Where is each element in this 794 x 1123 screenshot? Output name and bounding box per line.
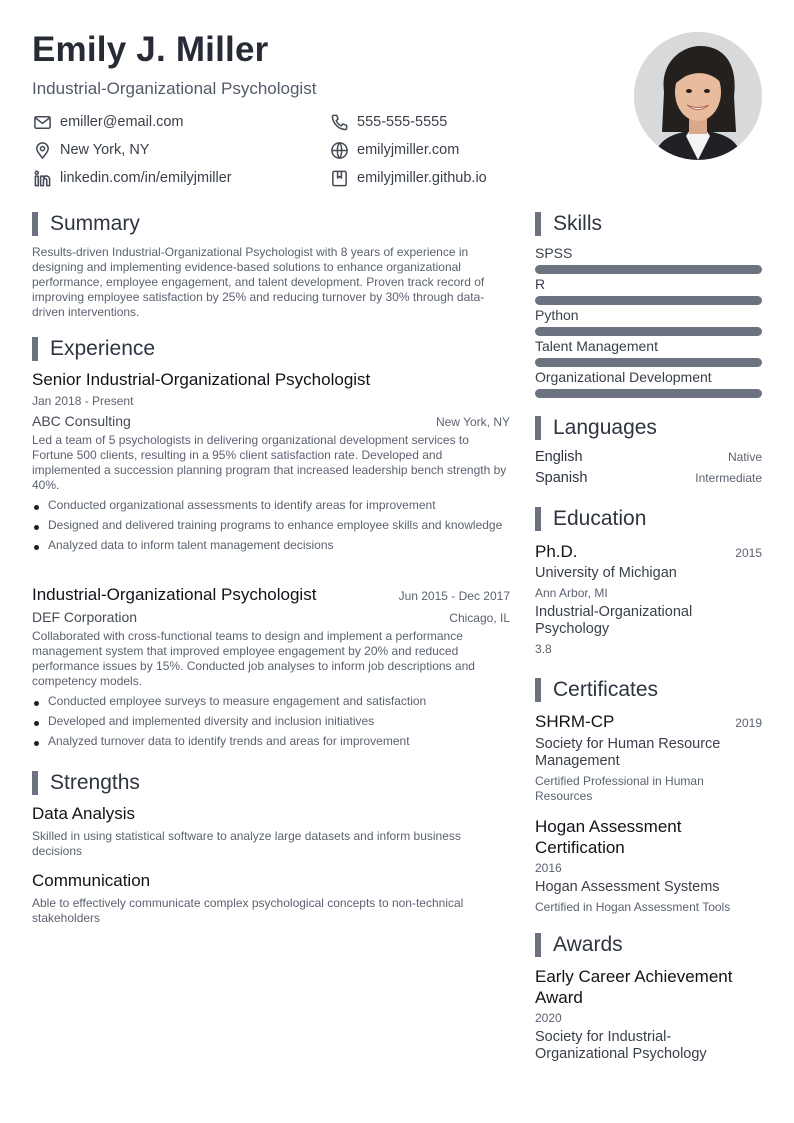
phone-text: 555-555-5555 [357,114,448,130]
strength-item-2 [32,871,510,926]
certificates-heading [535,678,658,702]
contact-location [32,140,149,160]
job-dates: Jan 2018 - Present [32,394,134,408]
job-company-row [32,609,510,625]
candidate-name: Emily J. Miller [32,30,269,69]
contact-website[interactable] [329,140,459,160]
skill-name: Organizational Development [535,369,712,385]
certificate-year: 2019 [735,716,762,730]
certificate-issuer: Society for Human Resource Management [535,736,721,769]
contact-github[interactable] [329,168,487,188]
location-text: New York, NY [60,142,150,158]
mail-icon [32,112,52,132]
job-dates: Jun 2015 - Dec 2017 [398,589,510,603]
language-item [535,449,762,470]
awards-heading [535,933,623,957]
skill-level-bar [535,296,762,305]
list-item: Conducted employee surveys to measure engagement and satisfaction [32,694,510,709]
education-title-row [535,541,762,562]
certificate-item-2 [535,816,762,915]
heading-accent-bar [32,212,38,236]
heading-accent-bar [535,507,541,531]
bookmark-icon [329,168,349,188]
skill-level-bar [535,389,762,398]
skill-item [535,245,762,276]
awards-heading-text: Awards [553,933,623,956]
languages-list [535,449,762,491]
certificate-item-1 [535,711,762,804]
job-company: DEF Corporation [32,609,138,625]
summary-heading-text: Summary [50,212,140,235]
list-item: Designed and delivered training programs to enhance employee skills and knowledge [32,518,510,533]
school-name: University of Michigan [535,565,677,581]
job-company-row [32,413,510,429]
skill-name: Talent Management [535,338,658,354]
job-description: Led a team of 5 psychologists in delivering organizational development services to Fortune 500 clients, resulting in a 95% client satisfaction rate. Developed and implemented a succession planning program that increased leadership bench strength by 40%. [32,433,507,492]
skill-level-bar [535,327,762,336]
job-title: Industrial-Organizational Psychologist [32,585,317,604]
education-entry [535,541,762,656]
skill-name: SPSS [535,245,573,261]
job-title: Senior Industrial-Organizational Psychologist [32,370,371,389]
award-title: Early Career Achievement Award [535,967,733,1007]
linkedin-icon [32,168,52,188]
contact-email[interactable] [32,112,184,132]
languages-heading [535,416,657,440]
strength-text: Able to effectively communicate complex psychological concepts to non-technical stakeholders [32,896,464,925]
job-location: Chicago, IL [449,611,510,625]
certificate-title: Hogan Assessment Certification [535,817,682,857]
skill-item [535,276,762,307]
skill-item [535,369,762,400]
languages-heading-text: Languages [553,416,657,439]
list-item: Analyzed turnover data to identify trends and areas for improvement [32,734,510,749]
certificate-desc: Certified in Hogan Assessment Tools [535,900,731,914]
summary-text: Results-driven Industrial-Organizational Psychologist with 8 years of experience in designing and implementing evidence-based solutions to enhance organizational performance, employee engagement, and talent development. Proven track record of improving employee satisfaction by 25% and reducing turnover by 30% through data-driven interventions. [32,245,485,319]
education-year: 2015 [735,546,762,560]
skill-item [535,307,762,338]
summary-heading [32,212,140,236]
job-company: ABC Consulting [32,413,131,429]
github-text: emilyjmiller.github.io [357,170,487,186]
globe-icon [329,140,349,160]
experience-heading [32,337,155,361]
strength-title: Communication [32,871,151,890]
language-level: Native [727,450,762,464]
field-of-study: Industrial-Organizational Psychology [535,604,693,637]
job-entry-1 [32,370,510,558]
contact-linkedin[interactable] [32,168,232,188]
language-name: English [535,449,583,465]
award-issuer: Society for Industrial-Organizational Psychology [535,1029,707,1062]
certificate-desc: Certified Professional in Human Resources [535,774,704,803]
education-heading-text: Education [553,507,647,530]
map-pin-icon [32,140,52,160]
list-item: Developed and implemented diversity and inclusion initiatives [32,714,510,729]
phone-icon [329,112,349,132]
language-level: Intermediate [695,471,762,485]
job-entry-2 [32,585,510,754]
skill-level-bar [535,265,762,274]
certificate-title-row [535,711,762,732]
certificate-year: 2016 [535,861,562,875]
school-location: Ann Arbor, MI [535,586,608,600]
heading-accent-bar [535,416,541,440]
experience-heading-text: Experience [50,337,156,360]
skill-name: R [535,276,546,292]
job-bullets [32,498,510,553]
skills-heading-text: Skills [553,212,603,235]
job-description: Collaborated with cross-functional teams to design and implement a performance management system that improved employee engagement by 20% and reduced performance issues by 15%. Conducted job analyses to inform job descriptions and competency models. [32,629,475,688]
heading-accent-bar [32,771,38,795]
strengths-heading-text: Strengths [50,771,140,794]
certificate-title: SHRM-CP [535,712,615,731]
language-item [535,470,762,491]
heading-accent-bar [535,678,541,702]
strength-item-1 [32,804,510,859]
certificates-heading-text: Certificates [553,678,659,701]
certificate-issuer: Hogan Assessment Systems [535,879,720,895]
linkedin-text: linkedin.com/in/emilyjmiller [60,170,232,186]
heading-accent-bar [535,212,541,236]
degree: Ph.D. [535,542,578,561]
heading-accent-bar [535,933,541,957]
award-item [535,966,762,1063]
job-title-row [32,585,510,605]
education-heading [535,507,646,531]
contact-phone[interactable] [329,112,447,132]
job-location: New York, NY [435,415,510,429]
website-text: emilyjmiller.com [357,142,460,158]
skills-list [535,245,762,400]
strengths-heading [32,771,140,795]
profile-photo [634,32,762,160]
list-item: Analyzed data to inform talent management decisions [32,538,510,553]
language-name: Spanish [535,470,588,486]
candidate-title: Industrial-Organizational Psychologist [32,79,317,98]
strength-title: Data Analysis [32,804,135,823]
email-text: emiller@email.com [60,114,184,130]
skills-heading [535,212,602,236]
gpa: 3.8 [535,642,552,656]
job-bullets [32,694,510,749]
list-item: Conducted organizational assessments to identify areas for improvement [32,498,510,513]
skill-level-bar [535,358,762,367]
strength-text: Skilled in using statistical software to analyze large datasets and inform business decisions [32,829,461,858]
skill-item [535,338,762,369]
award-year: 2020 [535,1011,562,1025]
skill-name: Python [535,307,579,323]
heading-accent-bar [32,337,38,361]
